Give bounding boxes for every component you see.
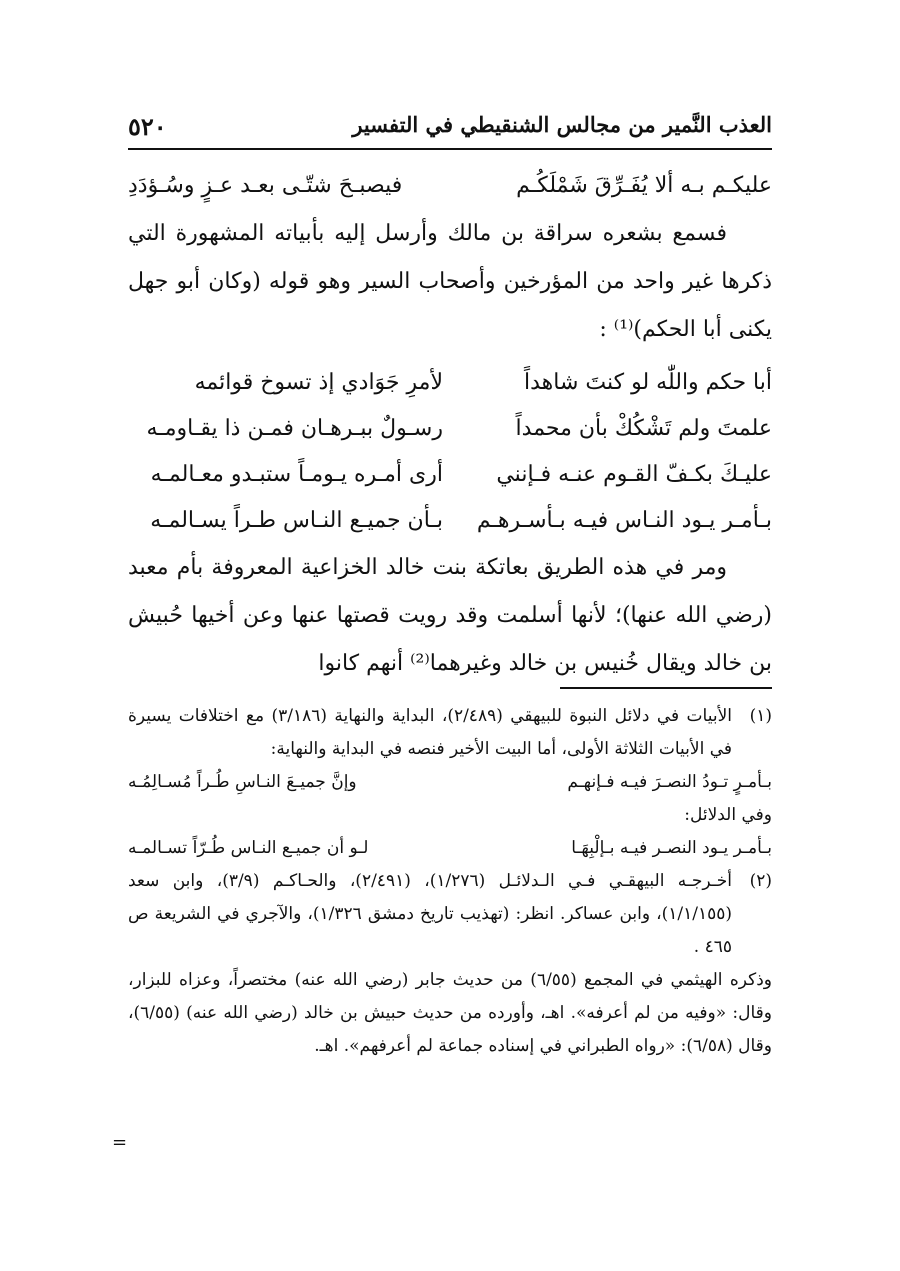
footnote-verse	[128, 832, 772, 865]
poem-verse	[128, 406, 772, 452]
paragraph-2: ومر في هذه الطريق بعاتكة بنت خالد الخزاعية المعروفة بأم معبد (رضي الله عنها)؛ لأنها أسلمت وقد رويت قصتها عنها وعن أخيها حُبيش بن خالد ويقال خُنيس بن خالد وغيرهما⁽²⁾ أنهم كانوا	[128, 555, 772, 676]
header-rule	[128, 148, 772, 150]
footnote-verse	[128, 766, 772, 799]
verse-hemistich-left: رسـولٌ ببـرهـان فمـن ذا يقـاومـه	[146, 416, 443, 441]
footnote-text-continued: وذكره الهيثمي في المجمع (٦/٥٥) من حديث جابر (رضي الله عنه) مختصراً، وعزاه للبزار، وقال: «وفيه من لم أعرفه». اهـ، وأورده من حديث حبيش بن خالد (رضي الله عنه) (٦/٥٥)، وقال (٦/٥٨): «رواه الطبراني في إسناده جماعة لم أعرفهم». اهـ.	[128, 970, 772, 1056]
opening-verse	[128, 162, 772, 210]
verse-hemistich-left: أرى أمـره يـومـاً ستبـدو معـالمـه	[150, 462, 443, 487]
footnotes	[128, 700, 772, 1063]
verse-hemistich-right: بـأمـر يـود النـاس فيـه بـأسـرهـم	[476, 508, 772, 533]
verse-hemistich-left: وإنَّ جميـعَ النـاسِ طُـراً مُسـالِمُـه	[128, 772, 357, 792]
continuation-mark: =	[112, 1132, 128, 1153]
verse-hemistich-left: بـأن جميـع النـاس طـراً يسـالمـه	[150, 508, 443, 533]
footnote-number: (١)	[749, 706, 772, 726]
poem-verse	[128, 360, 772, 406]
verse-hemistich-right: عليكـم بـه ألا يُفَـرِّقَ شَمْلَكُـم	[516, 173, 772, 198]
page-header	[128, 112, 772, 150]
running-title: العذب النَّمير من مجالس الشنقيطي في التفسير	[352, 112, 772, 137]
verse-hemistich-left: فيصبـحَ شتّـى بعـد عـزٍ وسُـؤدَدِ	[128, 173, 403, 198]
verse-hemistich-right: بـأمـرٍ تـودُ النصـرَ فيـه فـإنهـم	[567, 772, 772, 792]
footnote-1	[128, 700, 772, 766]
verse-hemistich-right: بـأمـر يـود النصـر فيـه بـإلْبِهَـا	[571, 838, 772, 858]
verse-hemistich-right: أبا حكم واللّٰه لو كنتَ شاهداً	[524, 370, 772, 395]
poem	[128, 360, 772, 544]
footnote-separator	[560, 687, 772, 689]
paragraph-1: فسمع بشعره سراقة بن مالك وأرسل إليه بأبياته المشهورة التي ذكرها غير واحد من المؤرخين وأصحاب السير وهو قوله (وكان أبو جهل يكنى أبا الحكم)⁽¹⁾ :	[128, 221, 772, 342]
poem-verse	[128, 498, 772, 544]
footnote-label: وفي الدلائل:	[684, 805, 772, 825]
verse-hemistich-left: لأمرِ جَوَادي إذ تسوخ قوائمه	[194, 370, 443, 395]
verse-hemistich-left: لـو أن جميـع النـاس طُـرّاً تسـالمـه	[128, 838, 369, 858]
footnote-body	[128, 700, 732, 766]
footnote-text: الأبيات في دلائل النبوة للبيهقي (٢/٤٨٩)، البداية والنهاية (٣/١٨٦) مع اختلافات يسيرة في الأبيات الثلاثة الأولى، أما البيت الأخير فنصه في البداية والنهاية:	[128, 706, 732, 759]
verse-hemistich-right: عليـكَ بكـفّ القـوم عنـه فـإنني	[496, 462, 772, 487]
footnote-number: (٢)	[749, 871, 772, 891]
page-number: ٥٢٠	[128, 112, 167, 141]
poem-verse	[128, 452, 772, 498]
footnote-body	[128, 865, 732, 964]
footnote-text: أخـرجـه البيهقـي فـي الـدلائـل (١/٢٧٦)، (٢/٤٩١)، والحـاكـم (٣/٩)، وابن سعد (١/١/١٥٥)، وابن عساكر. انظر: (تهذيب تاريخ دمشق ١/٣٢٦)، والآجري في الشريعة ص ٤٦٥ .	[128, 871, 733, 957]
main-text	[128, 162, 772, 688]
footnote-2	[128, 865, 772, 964]
verse-hemistich-right: علمتَ ولم تَشْكُكْ بأن محمداً	[515, 416, 772, 441]
